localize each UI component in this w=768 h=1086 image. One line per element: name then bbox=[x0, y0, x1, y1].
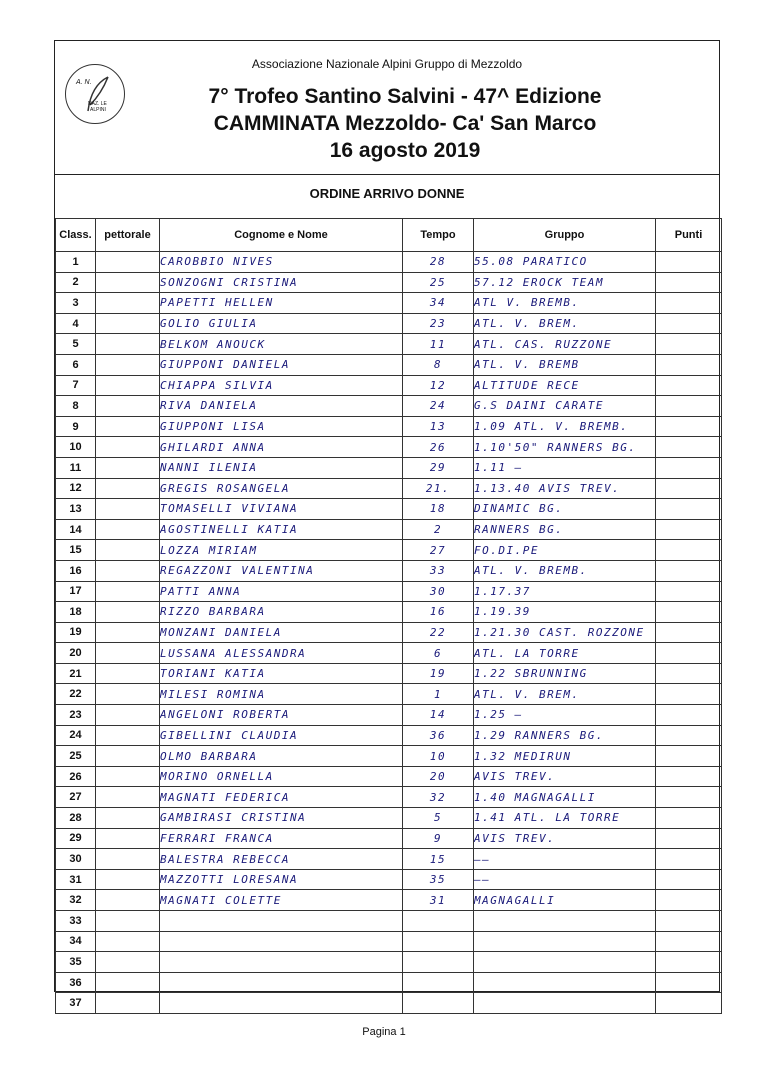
cell-points bbox=[656, 931, 722, 952]
table-row bbox=[56, 540, 722, 561]
table-row bbox=[56, 272, 722, 293]
cell-time: 20 bbox=[403, 766, 474, 787]
cell-bib bbox=[96, 643, 160, 664]
cell-time: 29 bbox=[403, 457, 474, 478]
cell-class: 32 bbox=[56, 890, 96, 911]
cell-time: 8 bbox=[403, 354, 474, 375]
logo-text-bottom: ALPINI bbox=[90, 107, 106, 113]
cell-time: 11 bbox=[403, 334, 474, 355]
cell-class: 19 bbox=[56, 622, 96, 643]
cell-class: 21 bbox=[56, 663, 96, 684]
table-row bbox=[56, 457, 722, 478]
cell-points bbox=[656, 499, 722, 520]
cell-class: 33 bbox=[56, 911, 96, 932]
table-row bbox=[56, 993, 722, 1014]
table-row bbox=[56, 313, 722, 334]
cell-bib bbox=[96, 354, 160, 375]
cell-points bbox=[656, 993, 722, 1014]
cell-bib bbox=[96, 437, 160, 458]
cell-class: 29 bbox=[56, 828, 96, 849]
cell-points bbox=[656, 519, 722, 540]
cell-bib bbox=[96, 993, 160, 1014]
cell-group bbox=[474, 911, 656, 932]
cell-bib bbox=[96, 499, 160, 520]
cell-bib bbox=[96, 334, 160, 355]
cell-class: 25 bbox=[56, 746, 96, 767]
table-row bbox=[56, 972, 722, 993]
cell-bib bbox=[96, 560, 160, 581]
cell-name: TORIANI KATIA bbox=[160, 663, 403, 684]
cell-name: PAPETTI HELLEN bbox=[160, 293, 403, 314]
cell-points bbox=[656, 581, 722, 602]
table-row bbox=[56, 787, 722, 808]
cell-time: 34 bbox=[403, 293, 474, 314]
cell-class: 2 bbox=[56, 272, 96, 293]
cell-bib bbox=[96, 313, 160, 334]
cell-group: 1.17.37 bbox=[474, 581, 656, 602]
cell-bib bbox=[96, 684, 160, 705]
cell-name: MAGNATI FEDERICA bbox=[160, 787, 403, 808]
cell-group: ATL. V. BREMB bbox=[474, 354, 656, 375]
cell-name: MILESI ROMINA bbox=[160, 684, 403, 705]
cell-class: 20 bbox=[56, 643, 96, 664]
cell-points bbox=[656, 457, 722, 478]
cell-points bbox=[656, 396, 722, 417]
cell-class: 37 bbox=[56, 993, 96, 1014]
cell-bib bbox=[96, 931, 160, 952]
cell-class: 34 bbox=[56, 931, 96, 952]
cell-group: MAGNAGALLI bbox=[474, 890, 656, 911]
cell-time: 36 bbox=[403, 725, 474, 746]
table-header-row bbox=[56, 219, 722, 252]
cell-time: 6 bbox=[403, 643, 474, 664]
cell-name: GREGIS ROSANGELA bbox=[160, 478, 403, 499]
table-row bbox=[56, 396, 722, 417]
document-header bbox=[55, 41, 719, 175]
cell-points bbox=[656, 643, 722, 664]
cell-points bbox=[656, 354, 722, 375]
cell-bib bbox=[96, 746, 160, 767]
cell-time: 23 bbox=[403, 313, 474, 334]
cell-class: 1 bbox=[56, 252, 96, 273]
table-row bbox=[56, 808, 722, 829]
cell-name: OLMO BARBARA bbox=[160, 746, 403, 767]
table-row bbox=[56, 437, 722, 458]
cell-name: PATTI ANNA bbox=[160, 581, 403, 602]
cell-class: 10 bbox=[56, 437, 96, 458]
cell-name: REGAZZONI VALENTINA bbox=[160, 560, 403, 581]
cell-group: 1.41 ATL. LA TORRE bbox=[474, 808, 656, 829]
cell-points bbox=[656, 725, 722, 746]
cell-class: 17 bbox=[56, 581, 96, 602]
cell-name: BALESTRA REBECCA bbox=[160, 849, 403, 870]
cell-group: 1.22 SBRUNNING bbox=[474, 663, 656, 684]
cell-time: 32 bbox=[403, 787, 474, 808]
cell-points bbox=[656, 622, 722, 643]
cell-group: AVIS TREV. bbox=[474, 828, 656, 849]
cell-class: 12 bbox=[56, 478, 96, 499]
cell-class: 36 bbox=[56, 972, 96, 993]
table-row bbox=[56, 849, 722, 870]
cell-bib bbox=[96, 849, 160, 870]
cell-group: 1.40 MAGNAGALLI bbox=[474, 787, 656, 808]
cell-bib bbox=[96, 828, 160, 849]
cell-bib bbox=[96, 911, 160, 932]
cell-time: 21. bbox=[403, 478, 474, 499]
cell-points bbox=[656, 849, 722, 870]
cell-class: 23 bbox=[56, 705, 96, 726]
logo-text-top: A. N. bbox=[76, 79, 92, 86]
cell-class: 24 bbox=[56, 725, 96, 746]
cell-group: —— bbox=[474, 849, 656, 870]
cell-time: 15 bbox=[403, 849, 474, 870]
cell-points bbox=[656, 437, 722, 458]
table-row bbox=[56, 705, 722, 726]
cell-group: AVIS TREV. bbox=[474, 766, 656, 787]
cell-group: 1.09 ATL. V. BREMB. bbox=[474, 416, 656, 437]
cell-time: 19 bbox=[403, 663, 474, 684]
cell-class: 26 bbox=[56, 766, 96, 787]
cell-class: 4 bbox=[56, 313, 96, 334]
cell-bib bbox=[96, 705, 160, 726]
table-body bbox=[56, 252, 722, 1014]
cell-name: MORINO ORNELLA bbox=[160, 766, 403, 787]
cell-class: 7 bbox=[56, 375, 96, 396]
alpini-logo bbox=[65, 64, 125, 124]
table-row bbox=[56, 931, 722, 952]
cell-points bbox=[656, 828, 722, 849]
cell-time: 14 bbox=[403, 705, 474, 726]
title-line-1: 7° Trofeo Santino Salvini - 47^ Edizione bbox=[208, 85, 602, 108]
cell-group: ATL. LA TORRE bbox=[474, 643, 656, 664]
cell-points bbox=[656, 705, 722, 726]
cell-name bbox=[160, 931, 403, 952]
cell-group: FO.DI.PE bbox=[474, 540, 656, 561]
table-row bbox=[56, 766, 722, 787]
cell-name: RIVA DANIELA bbox=[160, 396, 403, 417]
cell-points bbox=[656, 293, 722, 314]
cell-time: 24 bbox=[403, 396, 474, 417]
cell-class: 6 bbox=[56, 354, 96, 375]
cell-time: 18 bbox=[403, 499, 474, 520]
cell-points bbox=[656, 602, 722, 623]
cell-class: 9 bbox=[56, 416, 96, 437]
table-row bbox=[56, 354, 722, 375]
cell-time bbox=[403, 911, 474, 932]
table-row bbox=[56, 746, 722, 767]
table-row bbox=[56, 416, 722, 437]
cell-bib bbox=[96, 663, 160, 684]
table-row bbox=[56, 828, 722, 849]
cell-bib bbox=[96, 952, 160, 973]
cell-time: 28 bbox=[403, 252, 474, 273]
cell-time: 26 bbox=[403, 437, 474, 458]
cell-class: 31 bbox=[56, 869, 96, 890]
col-header-time: Tempo bbox=[403, 219, 474, 252]
col-header-group: Gruppo bbox=[474, 219, 656, 252]
cell-time bbox=[403, 972, 474, 993]
cell-time: 16 bbox=[403, 602, 474, 623]
table-row bbox=[56, 952, 722, 973]
cell-class: 22 bbox=[56, 684, 96, 705]
cell-time: 25 bbox=[403, 272, 474, 293]
cell-points bbox=[656, 869, 722, 890]
table-row bbox=[56, 911, 722, 932]
cell-group: 1.29 RANNERS BG. bbox=[474, 725, 656, 746]
cell-points bbox=[656, 540, 722, 561]
cell-name: GOLIO GIULIA bbox=[160, 313, 403, 334]
cell-name: MAZZOTTI LORESANA bbox=[160, 869, 403, 890]
cell-points bbox=[656, 313, 722, 334]
cell-group bbox=[474, 972, 656, 993]
cell-points bbox=[656, 952, 722, 973]
cell-class: 18 bbox=[56, 602, 96, 623]
cell-bib bbox=[96, 622, 160, 643]
association-name: Associazione Nazionale Alpini Gruppo di Mezzoldo bbox=[251, 57, 523, 71]
cell-name bbox=[160, 993, 403, 1014]
cell-bib bbox=[96, 272, 160, 293]
cell-points bbox=[656, 478, 722, 499]
cell-points bbox=[656, 684, 722, 705]
cell-points bbox=[656, 663, 722, 684]
cell-bib bbox=[96, 375, 160, 396]
cell-points bbox=[656, 746, 722, 767]
cell-bib bbox=[96, 787, 160, 808]
table-row bbox=[56, 560, 722, 581]
table-row bbox=[56, 499, 722, 520]
cell-name: BELKOM ANOUCK bbox=[160, 334, 403, 355]
table-row bbox=[56, 890, 722, 911]
cell-bib bbox=[96, 252, 160, 273]
col-header-name: Cognome e Nome bbox=[160, 219, 403, 252]
table-row bbox=[56, 334, 722, 355]
cell-time bbox=[403, 993, 474, 1014]
cell-group: 1.19.39 bbox=[474, 602, 656, 623]
cell-points bbox=[656, 787, 722, 808]
cell-bib bbox=[96, 581, 160, 602]
cell-group bbox=[474, 952, 656, 973]
table-row bbox=[56, 684, 722, 705]
cell-time: 12 bbox=[403, 375, 474, 396]
cell-group: —— bbox=[474, 869, 656, 890]
table-row bbox=[56, 252, 722, 273]
cell-bib bbox=[96, 766, 160, 787]
cell-class: 5 bbox=[56, 334, 96, 355]
table-row bbox=[56, 663, 722, 684]
cell-time: 22 bbox=[403, 622, 474, 643]
cell-points bbox=[656, 272, 722, 293]
col-header-points: Punti bbox=[656, 219, 722, 252]
cell-bib bbox=[96, 602, 160, 623]
cell-bib bbox=[96, 540, 160, 561]
cell-group: 1.10'50" RANNERS BG. bbox=[474, 437, 656, 458]
cell-name: GIUPPONI LISA bbox=[160, 416, 403, 437]
cell-bib bbox=[96, 457, 160, 478]
cell-class: 28 bbox=[56, 808, 96, 829]
cell-time: 27 bbox=[403, 540, 474, 561]
section-header bbox=[55, 174, 719, 219]
cell-points bbox=[656, 560, 722, 581]
cell-name: MONZANI DANIELA bbox=[160, 622, 403, 643]
cell-class: 11 bbox=[56, 457, 96, 478]
cell-time: 1 bbox=[403, 684, 474, 705]
table-row bbox=[56, 869, 722, 890]
cell-name bbox=[160, 911, 403, 932]
table-row bbox=[56, 602, 722, 623]
cell-name: GIUPPONI DANIELA bbox=[160, 354, 403, 375]
title-line-3: 16 agosto 2019 bbox=[329, 139, 481, 162]
cell-name: LUSSANA ALESSANDRA bbox=[160, 643, 403, 664]
cell-name: FERRARI FRANCA bbox=[160, 828, 403, 849]
table-row bbox=[56, 622, 722, 643]
table-row bbox=[56, 375, 722, 396]
cell-group: ALTITUDE RECE bbox=[474, 375, 656, 396]
cell-name: SONZOGNI CRISTINA bbox=[160, 272, 403, 293]
cell-points bbox=[656, 890, 722, 911]
cell-bib bbox=[96, 725, 160, 746]
cell-class: 15 bbox=[56, 540, 96, 561]
cell-class: 13 bbox=[56, 499, 96, 520]
cell-group bbox=[474, 931, 656, 952]
col-header-class: Class. bbox=[56, 219, 96, 252]
cell-group: ATL. V. BREM. bbox=[474, 684, 656, 705]
page-footer: Pagina 1 bbox=[362, 1026, 406, 1038]
cell-class: 35 bbox=[56, 952, 96, 973]
col-header-bib: pettorale bbox=[96, 219, 160, 252]
cell-name: RIZZO BARBARA bbox=[160, 602, 403, 623]
cell-time: 33 bbox=[403, 560, 474, 581]
cell-group: 1.32 MEDIRUN bbox=[474, 746, 656, 767]
cell-bib bbox=[96, 519, 160, 540]
cell-name: CHIAPPA SILVIA bbox=[160, 375, 403, 396]
cell-bib bbox=[96, 293, 160, 314]
cell-name bbox=[160, 952, 403, 973]
table-row bbox=[56, 725, 722, 746]
cell-time: 2 bbox=[403, 519, 474, 540]
cell-time: 35 bbox=[403, 869, 474, 890]
cell-group: 1.25 — bbox=[474, 705, 656, 726]
cell-name: MAGNATI COLETTE bbox=[160, 890, 403, 911]
cell-points bbox=[656, 375, 722, 396]
cell-points bbox=[656, 334, 722, 355]
section-title: ORDINE ARRIVO DONNE bbox=[309, 186, 465, 201]
cell-group: ATL. CAS. RUZZONE bbox=[474, 334, 656, 355]
cell-group bbox=[474, 993, 656, 1014]
document-title bbox=[135, 83, 675, 164]
cell-bib bbox=[96, 869, 160, 890]
cell-name: CAROBBIO NIVES bbox=[160, 252, 403, 273]
cell-name: TOMASELLI VIVIANA bbox=[160, 499, 403, 520]
table-row bbox=[56, 643, 722, 664]
cell-bib bbox=[96, 890, 160, 911]
cell-time bbox=[403, 931, 474, 952]
cell-group: ATL. V. BREM. bbox=[474, 313, 656, 334]
cell-points bbox=[656, 972, 722, 993]
cell-group: DINAMIC BG. bbox=[474, 499, 656, 520]
cell-bib bbox=[96, 416, 160, 437]
cell-points bbox=[656, 766, 722, 787]
cell-bib bbox=[96, 478, 160, 499]
results-table bbox=[55, 218, 722, 1014]
cell-group: 1.13.40 AVIS TREV. bbox=[474, 478, 656, 499]
title-line-2: CAMMINATA Mezzoldo- Ca' San Marco bbox=[213, 112, 597, 135]
cell-class: 8 bbox=[56, 396, 96, 417]
cell-name: ANGELONI ROBERTA bbox=[160, 705, 403, 726]
cell-group: ATL V. BREMB. bbox=[474, 293, 656, 314]
cell-class: 14 bbox=[56, 519, 96, 540]
cell-points bbox=[656, 416, 722, 437]
cell-group: ATL. V. BREMB. bbox=[474, 560, 656, 581]
cell-class: 30 bbox=[56, 849, 96, 870]
cell-time: 9 bbox=[403, 828, 474, 849]
cell-name: NANNI ILENIA bbox=[160, 457, 403, 478]
table-row bbox=[56, 519, 722, 540]
cell-time: 31 bbox=[403, 890, 474, 911]
cell-name: LOZZA MIRIAM bbox=[160, 540, 403, 561]
cell-group: 55.08 PARATICO bbox=[474, 252, 656, 273]
cell-time: 5 bbox=[403, 808, 474, 829]
cell-name: GIBELLINI CLAUDIA bbox=[160, 725, 403, 746]
cell-time bbox=[403, 952, 474, 973]
cell-name: AGOSTINELLI KATIA bbox=[160, 519, 403, 540]
cell-time: 13 bbox=[403, 416, 474, 437]
cell-class: 16 bbox=[56, 560, 96, 581]
cell-group: 57.12 EROCK TEAM bbox=[474, 272, 656, 293]
table-row bbox=[56, 293, 722, 314]
cell-group: G.S DAINI CARATE bbox=[474, 396, 656, 417]
cell-bib bbox=[96, 396, 160, 417]
cell-time: 30 bbox=[403, 581, 474, 602]
cell-bib bbox=[96, 972, 160, 993]
results-sheet bbox=[54, 40, 720, 1010]
cell-bib bbox=[96, 808, 160, 829]
cell-name: GAMBIRASI CRISTINA bbox=[160, 808, 403, 829]
cell-group: RANNERS BG. bbox=[474, 519, 656, 540]
cell-points bbox=[656, 911, 722, 932]
cell-time: 10 bbox=[403, 746, 474, 767]
cell-points bbox=[656, 252, 722, 273]
table-row bbox=[56, 581, 722, 602]
cell-name bbox=[160, 972, 403, 993]
cell-group: 1.21.30 CAST. ROZZONE bbox=[474, 622, 656, 643]
table-row bbox=[56, 478, 722, 499]
logo-text-mid: NAZ. LE bbox=[88, 101, 107, 107]
cell-group: 1.11 — bbox=[474, 457, 656, 478]
cell-points bbox=[656, 808, 722, 829]
cell-class: 27 bbox=[56, 787, 96, 808]
cell-class: 3 bbox=[56, 293, 96, 314]
cell-name: GHILARDI ANNA bbox=[160, 437, 403, 458]
